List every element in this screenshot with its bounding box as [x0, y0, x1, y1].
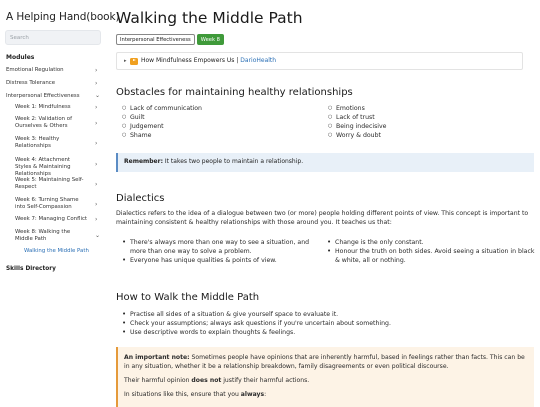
sidebar-item-week-3[interactable]	[15, 136, 98, 150]
list-item: ○ Lack of communication	[121, 104, 321, 113]
sidebar-item-label: Walking the Middle Path	[24, 248, 89, 254]
sidebar-item-label: Week 6: Turning Shame into Self-Compassion	[15, 197, 79, 210]
sidebar-item-week-4[interactable]	[15, 157, 98, 178]
note-paragraph-3	[124, 390, 528, 399]
chevron-right-icon: ›	[95, 67, 98, 74]
youtube-icon	[130, 58, 138, 65]
note-label: An important note:	[124, 354, 190, 361]
how-to-heading: How to Walk the Middle Path	[116, 292, 260, 303]
sidebar-item-label: Emotional Regulation	[6, 67, 64, 73]
chevron-right-icon: ›	[95, 120, 98, 127]
chevron-right-icon: ›	[95, 104, 98, 111]
list-item: ○ Guilt	[121, 113, 321, 122]
expand-triangle-icon[interactable]: ▸	[124, 58, 127, 64]
note-paragraph-1	[124, 353, 528, 371]
video-source-link[interactable]: DarioHealth	[240, 57, 277, 64]
sidebar	[0, 0, 120, 405]
tag-week-8[interactable]: Week 8	[197, 34, 224, 45]
chevron-right-icon: ›	[95, 80, 98, 87]
sidebar-item-week-1[interactable]	[15, 104, 102, 111]
list-item: • There's always more than one way to see a situation, and more than one way to solve a problem.	[121, 238, 321, 256]
sidebar-item-label: Week 4: Attachment Styles & Maintaining Relationships	[15, 157, 71, 177]
list-item: ○ Lack of trust	[327, 113, 527, 122]
list-item: • Check your assumptions; always ask questions if you're uncertain about something.	[121, 319, 531, 328]
chevron-right-icon: ›	[95, 216, 98, 223]
note-text: justify their harmful actions.	[221, 377, 310, 384]
list-item: ○ Shame	[121, 131, 321, 140]
page-title: Walking the Middle Path	[116, 9, 303, 27]
sidebar-item-label: Distress Tolerance	[6, 80, 56, 86]
sidebar-item-week-6[interactable]	[15, 197, 98, 211]
list-item: • Practise all sides of a situation & give yourself space to evaluate it.	[121, 310, 531, 319]
note-emphasis: always	[240, 391, 265, 398]
chevron-right-icon: ›	[95, 140, 98, 147]
list-item: • Everyone has unique qualities & points of view.	[121, 256, 321, 265]
site-title[interactable]: A Helping Hand(book)	[6, 11, 120, 23]
sidebar-item-week-5[interactable]	[15, 177, 98, 191]
list-item: ○ Being indecisive	[327, 122, 527, 131]
tag-interpersonal-effectiveness[interactable]: Interpersonal Effectiveness	[116, 34, 195, 45]
modules-heading: Modules	[6, 54, 35, 61]
video-title-text: How Mindfulness Empowers Us |	[141, 57, 241, 64]
list-item: ○ Emotions	[327, 104, 527, 113]
chevron-down-icon: ⌄	[95, 232, 101, 239]
remember-label: Remember:	[124, 158, 163, 165]
skills-directory-heading[interactable]: Skills Directory	[6, 266, 56, 272]
note-text: Their harmful opinion	[124, 377, 192, 384]
sidebar-item-label: Interpersonal Effectiveness	[6, 93, 80, 99]
chevron-down-icon: ⌄	[95, 92, 101, 99]
sidebar-item-week-8[interactable]	[15, 229, 101, 243]
chevron-right-icon: ›	[95, 201, 98, 208]
note-text: :	[264, 391, 267, 398]
main-content	[115, 0, 535, 405]
video-embed[interactable]	[116, 52, 523, 70]
note-text: In situations like this, ensure that you	[124, 391, 241, 398]
note-emphasis: does not	[191, 377, 222, 384]
remember-callout	[116, 153, 534, 172]
dialectics-heading: Dialectics	[116, 193, 165, 204]
sidebar-item-walking-the-middle-path[interactable]	[24, 248, 104, 255]
sidebar-item-label: Week 8: Walking the Middle Path	[15, 229, 71, 242]
list-item: • Change is the only constant.	[326, 238, 535, 247]
list-item: ○ Worry & doubt	[327, 131, 527, 140]
obstacles-list-left	[121, 104, 321, 140]
sidebar-item-week-7[interactable]	[15, 216, 102, 223]
sidebar-item-distress-tolerance[interactable]	[6, 80, 102, 87]
note-paragraph-2	[124, 376, 528, 385]
sidebar-item-label: Week 5: Maintaining Self-Respect	[15, 177, 84, 190]
list-item: • Use descriptive words to explain thoughts & feelings.	[121, 328, 531, 337]
sidebar-item-week-2[interactable]	[15, 116, 98, 130]
note-text: Sometimes people have opinions that are inherently harmful, based in feelings rather than facts. This can be in any situation, whether it be a relationship breakdown, family disagreements or even political discourse.	[124, 354, 525, 370]
dialectics-intro: Dialectics refers to the idea of a dialogue between two (or more) people holding different points of view. This concept is important to maintaining consistent & healthy relationships with those around you. It teaches us that:	[116, 210, 529, 226]
list-item: ○ Judgement	[121, 122, 321, 131]
remember-text: It takes two people to maintain a relationship.	[163, 158, 304, 165]
dialectics-list-left	[121, 238, 321, 265]
chevron-right-icon: ›	[95, 161, 98, 168]
obstacles-heading: Obstacles for maintaining healthy relationships	[116, 87, 353, 98]
chevron-right-icon: ›	[95, 181, 98, 188]
sidebar-item-label: Week 2: Validation of Ourselves & Others	[15, 116, 72, 129]
sidebar-item-emotional-regulation[interactable]	[6, 67, 102, 74]
sidebar-item-label: Week 3: Healthy Relationships	[15, 136, 60, 149]
sidebar-item-label: Week 1: Mindfulness	[15, 104, 71, 110]
sidebar-item-label: Week 7: Managing Conflict	[15, 216, 88, 222]
search-input[interactable]: Search	[5, 30, 101, 45]
list-item: • Honour the truth on both sides. Avoid seeing a situation in black & white, all or nothing.	[326, 247, 535, 265]
video-title[interactable]	[141, 57, 276, 64]
how-to-list	[121, 310, 531, 337]
obstacles-list-right	[327, 104, 527, 140]
dialectics-list-right	[326, 238, 535, 265]
tag-list	[116, 34, 224, 45]
sidebar-item-interpersonal-effectiveness[interactable]	[6, 93, 102, 100]
important-note-callout	[116, 347, 534, 407]
